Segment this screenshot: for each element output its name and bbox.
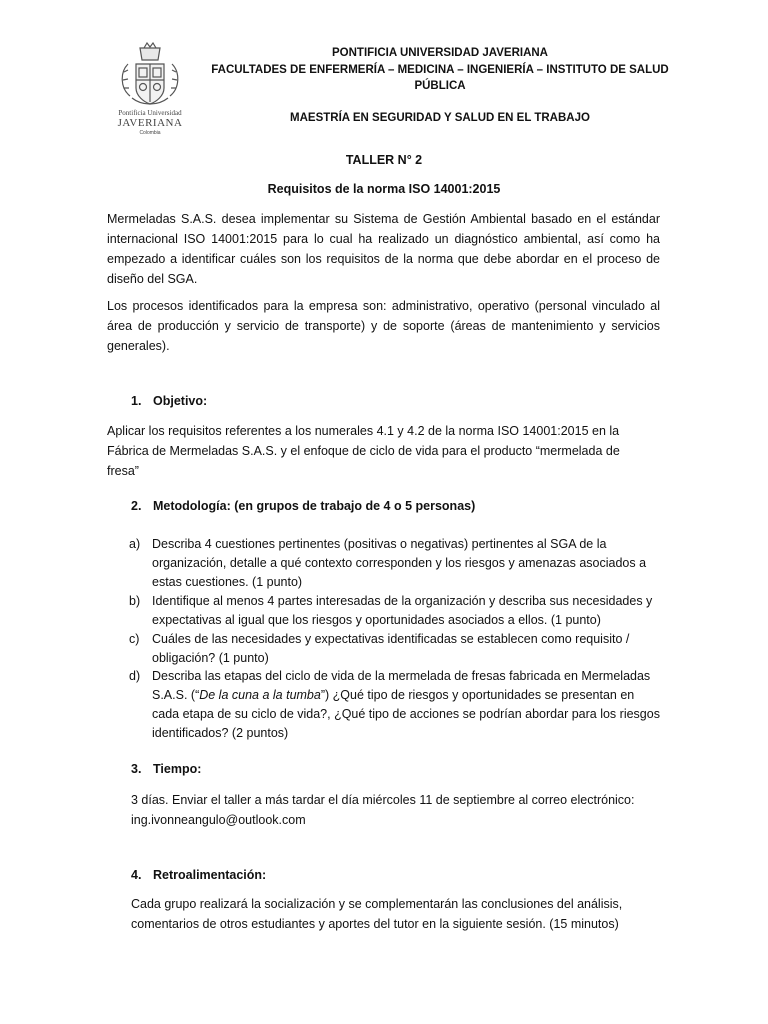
list-item-text: Cuáles de las necesidades y expectativas identificadas se establecen como requisito / obligación? (1 punto) bbox=[152, 632, 630, 665]
list-item-label: d) bbox=[129, 669, 141, 683]
italic-phrase: De la cuna a la tumba bbox=[199, 688, 321, 702]
university-seal-icon bbox=[114, 42, 186, 108]
header-faculties-cont: PÚBLICA bbox=[414, 80, 466, 92]
section-number: 3. bbox=[131, 762, 142, 776]
retro-text: Cada grupo realizará la socialización y se complementarán las conclusiones del análisis, comentarios de otros estudiantes y aportes del tutor en la siguiente sesión. (15 minutos) bbox=[131, 897, 623, 931]
list-item bbox=[129, 535, 664, 592]
tiempo-text: 3 días. Enviar el taller a más tardar el día miércoles 11 de septiembre al correo electrónico: ing.ivonneangulo@outlook.com bbox=[131, 793, 635, 827]
list-item-text: Describa 4 cuestiones pertinentes (positivas o negativas) pertinentes al SGA de la organización, detalle a qué contexto corresponden y los riesgos y amenazas asociados a estas cuestiones. (1 punto) bbox=[152, 537, 647, 589]
logo-line-1: Pontificia Universidad bbox=[118, 109, 182, 117]
document-title: TALLER N° 2 bbox=[345, 153, 423, 167]
section-number: 4. bbox=[131, 868, 142, 882]
list-item-label: c) bbox=[129, 632, 140, 646]
list-item-text: Identifique al menos 4 partes interesadas de la organización y describa sus necesidades y expectativas al igual que los riesgos y oportunidades asociados a ellos. (1 punto) bbox=[152, 594, 653, 627]
section-title: Retroalimentación: bbox=[153, 868, 267, 882]
section-title: Tiempo: bbox=[153, 762, 202, 776]
list-item-text: Describa las etapas del ciclo de vida de la mermelada de fresas fabricada en Mermeladas S.A.S. (“De la cuna a la tumba”) ¿Qué tipo de riesgos y oportunidades se presentan en cada etapa de su ciclo de vida?, ¿Qué tipo de acciones se podrían abordar para los riesgos identificados? (2 puntos) bbox=[152, 669, 660, 740]
list-item-label: a) bbox=[129, 537, 141, 551]
document-subtitle: Requisitos de la norma ISO 14001:2015 bbox=[267, 182, 501, 196]
section-tiempo-heading bbox=[131, 762, 201, 776]
section-metodologia-heading bbox=[131, 499, 475, 513]
intro-paragraph-1: Mermeladas S.A.S. desea implementar su Sistema de Gestión Ambiental basado en el estándar internacional ISO 14001:2015 para lo cual ha realizado un diagnóstico ambiental, así como ha empezado a identificar cuáles son los requisitos de la norma que debe abordar en el proceso de diseño del SGA. bbox=[107, 212, 660, 286]
university-logo bbox=[114, 42, 186, 138]
section-title: Metodología: (en grupos de trabajo de 4 o 5 personas) bbox=[153, 499, 476, 513]
list-item bbox=[129, 630, 664, 668]
section-title: Objetivo: bbox=[153, 394, 208, 408]
logo-line-2: JAVERIANA bbox=[117, 117, 183, 129]
header-faculties: FACULTADES DE ENFERMERÍA – MEDICINA – INGENIERÍA – INSTITUTO DE SALUD bbox=[211, 64, 669, 76]
list-item bbox=[129, 667, 664, 743]
logo-line-3: Colombia bbox=[139, 130, 161, 136]
list-item bbox=[129, 592, 664, 630]
header-program: MAESTRÍA EN SEGURIDAD Y SALUD EN EL TRABAJO bbox=[290, 112, 590, 124]
section-number: 2. bbox=[131, 499, 142, 513]
list-item-label: b) bbox=[129, 594, 141, 608]
section-objetivo-heading bbox=[131, 394, 207, 408]
header-university: PONTIFICIA UNIVERSIDAD JAVERIANA bbox=[332, 47, 548, 59]
section-number: 1. bbox=[131, 394, 142, 408]
section-retro-heading bbox=[131, 868, 266, 882]
objetivo-text: Aplicar los requisitos referentes a los numerales 4.1 y 4.2 de la norma ISO 14001:2015 en la Fábrica de Mermeladas S.A.S. y el enfoque de ciclo de vida para el producto “mermelada de fresa” bbox=[107, 424, 620, 478]
intro-paragraph-2: Los procesos identificados para la empresa son: administrativo, operativo (personal vinculado al área de producción y servicio de transporte) y de soporte (áreas de mantenimiento y servicios generales). bbox=[107, 299, 660, 353]
